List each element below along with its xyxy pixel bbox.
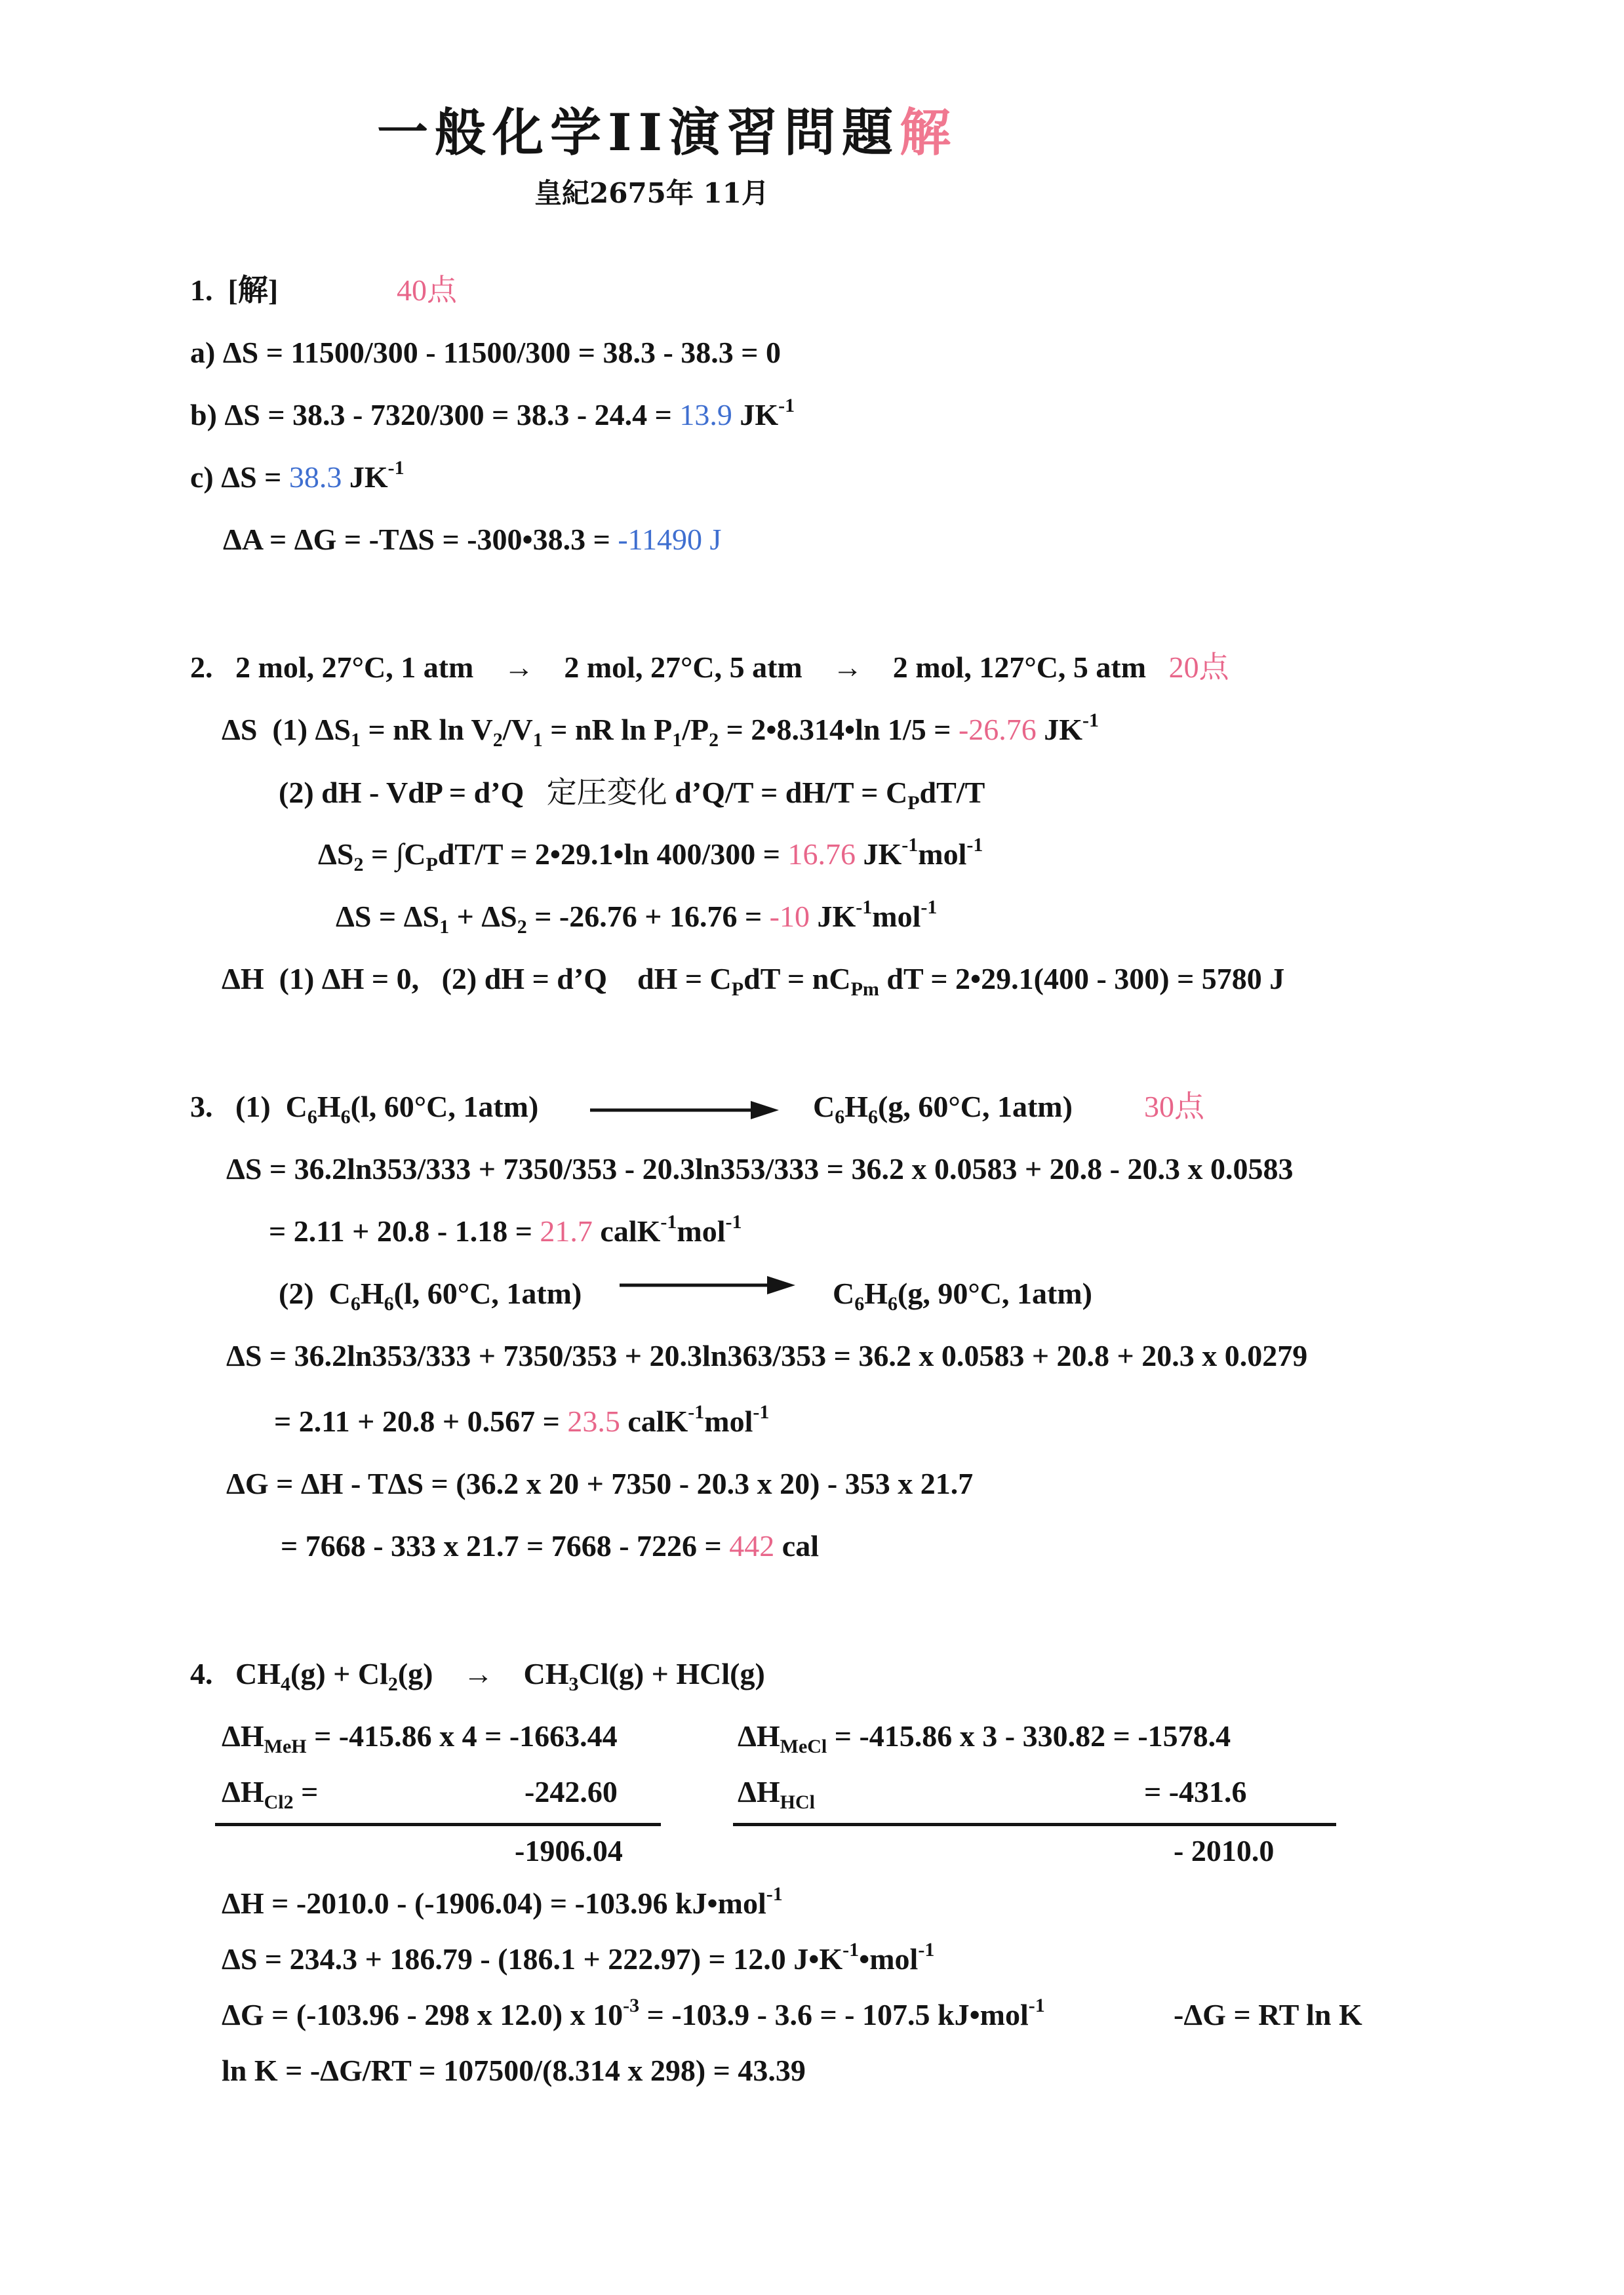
p3-reaction-2: (2) $C_6H_6(l$, 60°C, 1atm) [279,1277,582,1315]
p4-dh-cl2: $\Delta H_{Cl2}$ = [222,1775,319,1813]
p4-dh-mecl: $\Delta H_{MeCl} = -415.86$ x 3 - 330.82 = -1578.4 [738,1719,1231,1757]
p3-reaction-1: 3. (1) $C_6H_6(l$, 60°C, 1atm) [190,1090,539,1128]
arrow-icon: → [463,1657,494,1690]
sum-rule-left [215,1823,661,1826]
p4-dh-cl2-value: -242.60 [525,1775,618,1808]
sum-rule-right [733,1823,1336,1826]
p4-dh-meh: $\Delta H_{MeH} = -415.86$ x 4 = -1663.44 [222,1719,618,1757]
long-arrow-icon [590,1097,780,1123]
problem-3-points: 30点 [1144,1090,1204,1123]
p4-relation: -ΔG = RT ln K [1174,1998,1362,2031]
p4-dh-hcl-value: = -431.6 [1144,1775,1247,1808]
problem-1-header: 1. [解] [190,273,279,307]
p3-line-7: ΔG = ΔH - TΔS = (36.2 x 20 + 7350 - 20.3 x 20) - 353 x 21.7 [226,1467,974,1500]
p3-line-8: = 7668 - 333 x 21.7 = 7668 - 7226 = 442 cal [281,1529,819,1563]
p1-line-a: a) ΔS = 11500/300 - 11500/300 = 38.3 - 38.3 = 0 [190,336,781,369]
p4-reaction: 4. $CH_4(g) + Cl_2(g)$ → $CH_3Cl(g) + HCl(g)$ [190,1657,765,1695]
p2-enthalpy: ΔH (1) ΔH = 0, (2) dH = d’Q dH = $C_PdT = nC_{Pm}$ dT = 2•29.1(400 - 300) = 5780 J [222,962,1285,1000]
p3-line-3: = 2.11 + 20.8 - 1.18 = 21.7 calK$^{-1}$mol$^{-1}$ [269,1211,742,1248]
p4-sum-right: - 2010.0 [1174,1834,1275,1867]
p3-product-2: $C_6H_6(g$, 90°C, 1atm) [833,1277,1092,1315]
p1-line-b: b) ΔS = 38.3 - 7320/300 = 38.3 - 24.4 = 13.9 $JK^{-1}$ [190,395,795,431]
p2-entropy-step2: $\Delta S_2 = \int C_PdT/T$ = 2•29.1•ln 400/300 = 16.76 $JK^{-1}mol^{-1}$ [318,834,983,875]
p4-dh-hcl: $\Delta H_{HCl}$ [738,1775,815,1813]
p2-entropy-step1: ΔS (1) $\Delta S_1$ = nR $\ln V_2/V_1$ = nR $\ln P_1/P_2$ = 2•8.314•ln 1/5 = -26.76 $JK^{-1}$ [222,709,1099,751]
p3-line-6: = 2.11 + 20.8 + 0.567 = 23.5 calK$^{-1}$mol$^{-1}$ [274,1401,770,1438]
answer-mark: 解 [899,103,957,163]
page-title: 一般化学II演習問題解 [377,103,957,163]
p3-line-2: ΔS = 36.2ln353/333 + 7350/353 - 20.3ln353/333 = 36.2 x 0.0583 + 20.8 - 20.3 x 0.0583 [226,1152,1294,1186]
p4-delta-g: ΔG = (-103.96 - 298 x 12.0) x $10^{-3} = -103.9 - 3.6$ = - 107.5 kJ•mol$^{-1}$ [222,1995,1045,2031]
arrow-icon: → [504,650,534,684]
arrow-icon: → [832,650,863,684]
page-date: 皇紀2675年 11月 [534,177,769,209]
p3-product-1: $C_6H_6(g$, 60°C, 1atm) [813,1090,1073,1128]
problem-1-points: 40点 [397,273,457,307]
long-arrow-icon [620,1272,797,1298]
p3-line-5: ΔS = 36.2ln353/333 + 7350/353 + 20.3ln363/353 = 36.2 x 0.0583 + 20.8 + 20.3 x 0.0279 [226,1339,1308,1372]
p4-delta-h: ΔH = -2010.0 - (-1906.04) = -103.96 kJ•mol$^{-1}$ [222,1883,783,1920]
p1-line-c: c) ΔS = 38.3 $JK^{-1}$ [190,457,405,494]
p4-sum-left: -1906.04 [515,1834,623,1867]
p2-entropy-total: $\Delta S = \Delta S_1 + \Delta S_2 = -26.76 + 16.76 = -10$ $JK^{-1}mol^{-1}$ [336,896,938,938]
p2-header: 2. 2 mol, 27°C, 1 atm → 2 mol, 27°C, 5 atm → 2 mol, 127°C, 5 atm 20点 [190,650,1229,684]
p4-delta-s: ΔS = 234.3 + 186.79 - (186.1 + 222.97) = 12.0 $J•K^{-1}•mol^{-1}$ [222,1939,935,1976]
p4-lnk: ln K = -ΔG/RT = 107500/(8.314 x 298) = 43.39 [222,2054,806,2087]
p2-step2: (2) dH - VdP = d’Q 定圧変化 d’Q/T = $dH/T = C_PdT/T$ [279,774,985,814]
p1-line-d: ΔA = ΔG = -TΔS = -300•38.3 = -11490 J [223,523,722,556]
